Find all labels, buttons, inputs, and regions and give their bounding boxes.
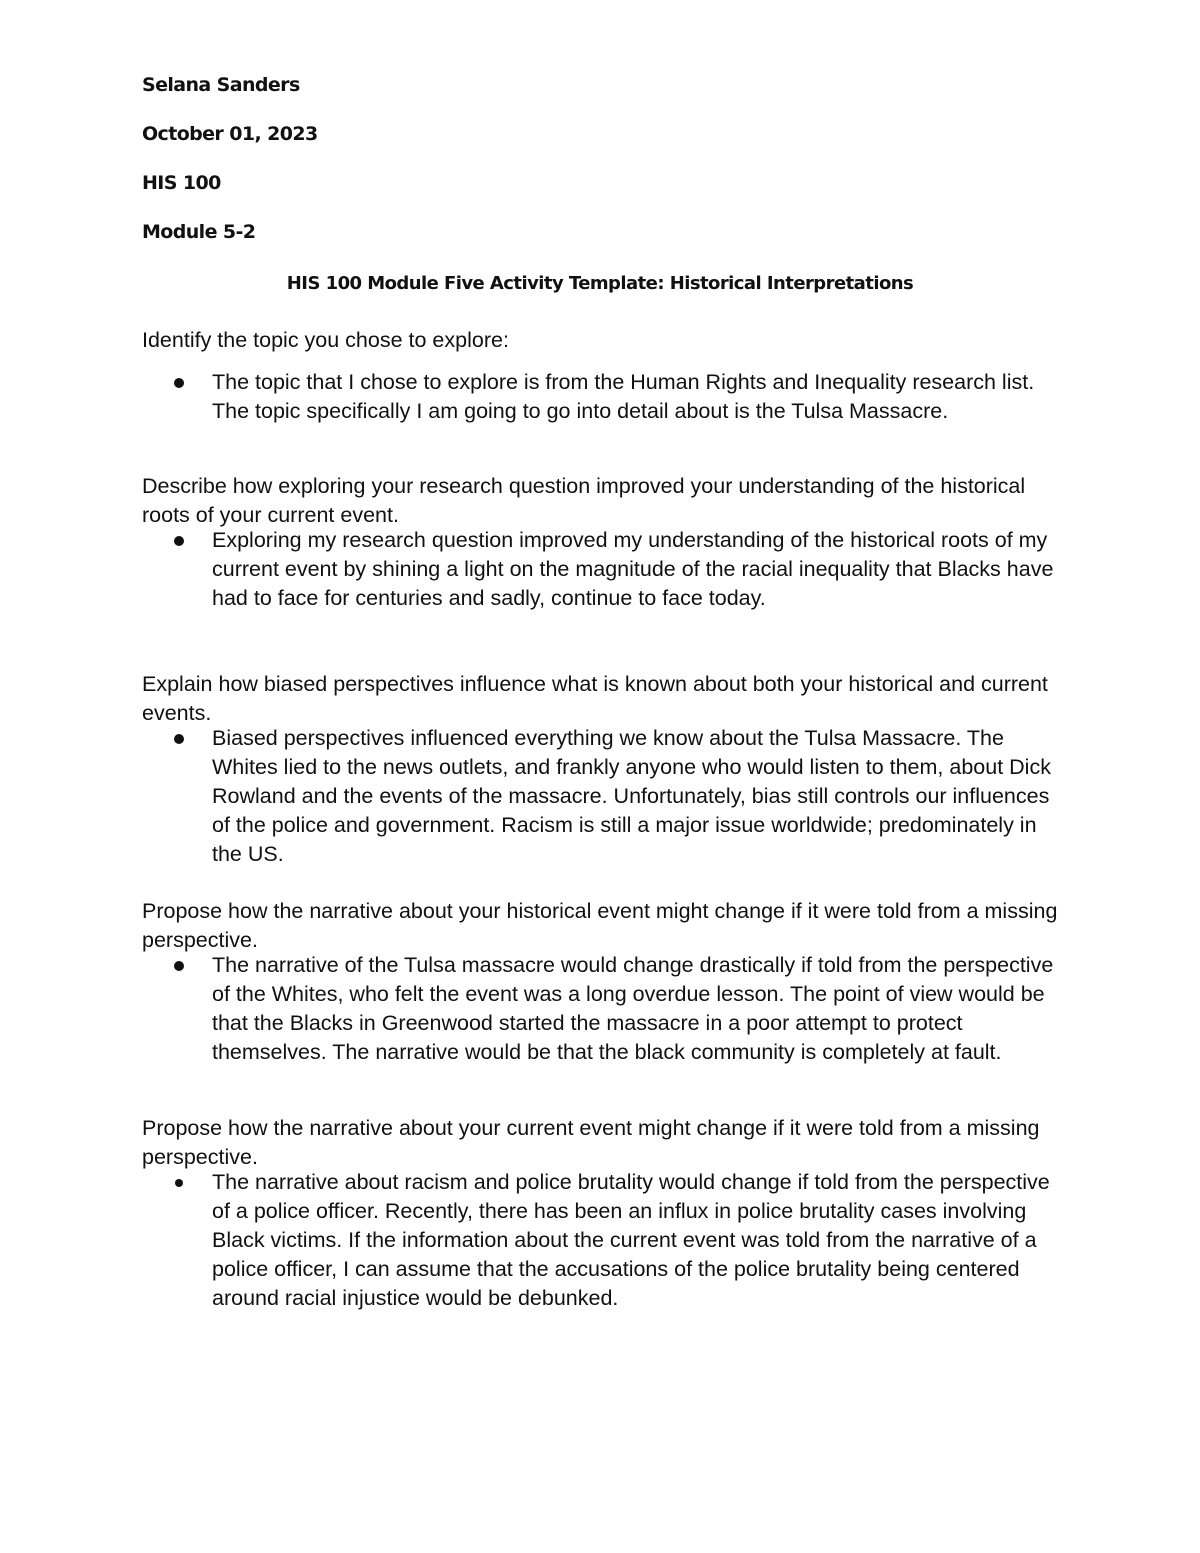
bullet-icon xyxy=(175,1179,183,1187)
bullet-icon xyxy=(174,961,184,971)
answer-text: The narrative of the Tulsa massacre would change drastically if told from the perspective of the Whites, who felt the event was a long overdue lesson. The point of view would be that the Blacks in Greenwood started the massacre in a poor attempt to protect themselves. The narrative would be that the black community is completely at fault. xyxy=(212,953,1054,1064)
section-prompt: Identify the topic you chose to explore: xyxy=(142,328,509,352)
answer-list xyxy=(142,951,1062,1067)
list-item xyxy=(142,368,1062,426)
list-item xyxy=(142,1168,1062,1313)
course-code: HIS 100 xyxy=(142,172,221,194)
answer-list xyxy=(142,368,1062,426)
bullet-icon xyxy=(174,734,184,744)
bullet-icon xyxy=(174,536,184,546)
list-item xyxy=(142,724,1062,869)
submission-date: October 01, 2023 xyxy=(142,123,318,145)
list-item xyxy=(142,526,1062,613)
answer-text: Exploring my research question improved my understanding of the historical roots of my current event by shining a light on the magnitude of the racial inequality that Blacks have had to face for centuries and sadly, continue to face today. xyxy=(212,528,1054,610)
list-item xyxy=(142,951,1062,1067)
student-name: Selana Sanders xyxy=(142,74,300,96)
answer-list xyxy=(142,1168,1062,1313)
answer-text: The narrative about racism and police brutality would change if told from the perspective of a police officer. Recently, there has been an influx in police brutality cases involving Black victims. If the information about the current event was told from the narrative of a police officer, I can assume that the accusations of the police brutality being centered around racial injustice would be debunked. xyxy=(212,1170,1050,1310)
bullet-icon xyxy=(174,378,184,388)
answer-text: Biased perspectives influenced everything we know about the Tulsa Massacre. The Whites lied to the news outlets, and frankly anyone who would listen to them, about Dick Rowland and the events of the massacre. Unfortunately, bias still controls our influences of the police and government. Racism is still a major issue worldwide; predominately in the US. xyxy=(212,726,1051,866)
section-prompt: Explain how biased perspectives influence what is known about both your historical and current events. xyxy=(142,672,1048,725)
section-prompt: Propose how the narrative about your current event might change if it were told from a missing perspective. xyxy=(142,1116,1040,1169)
document-title: HIS 100 Module Five Activity Template: Historical Interpretations xyxy=(286,273,914,294)
module-number: Module 5-2 xyxy=(142,221,256,243)
section-prompt: Describe how exploring your research question improved your understanding of the historical roots of your current event. xyxy=(142,474,1026,527)
answer-list xyxy=(142,724,1062,869)
section-prompt: Propose how the narrative about your historical event might change if it were told from a missing perspective. xyxy=(142,899,1058,952)
answer-list xyxy=(142,526,1062,613)
answer-text: The topic that I chose to explore is from the Human Rights and Inequality research list. The topic specifically I am going to go into detail about is the Tulsa Massacre. xyxy=(212,370,1035,423)
